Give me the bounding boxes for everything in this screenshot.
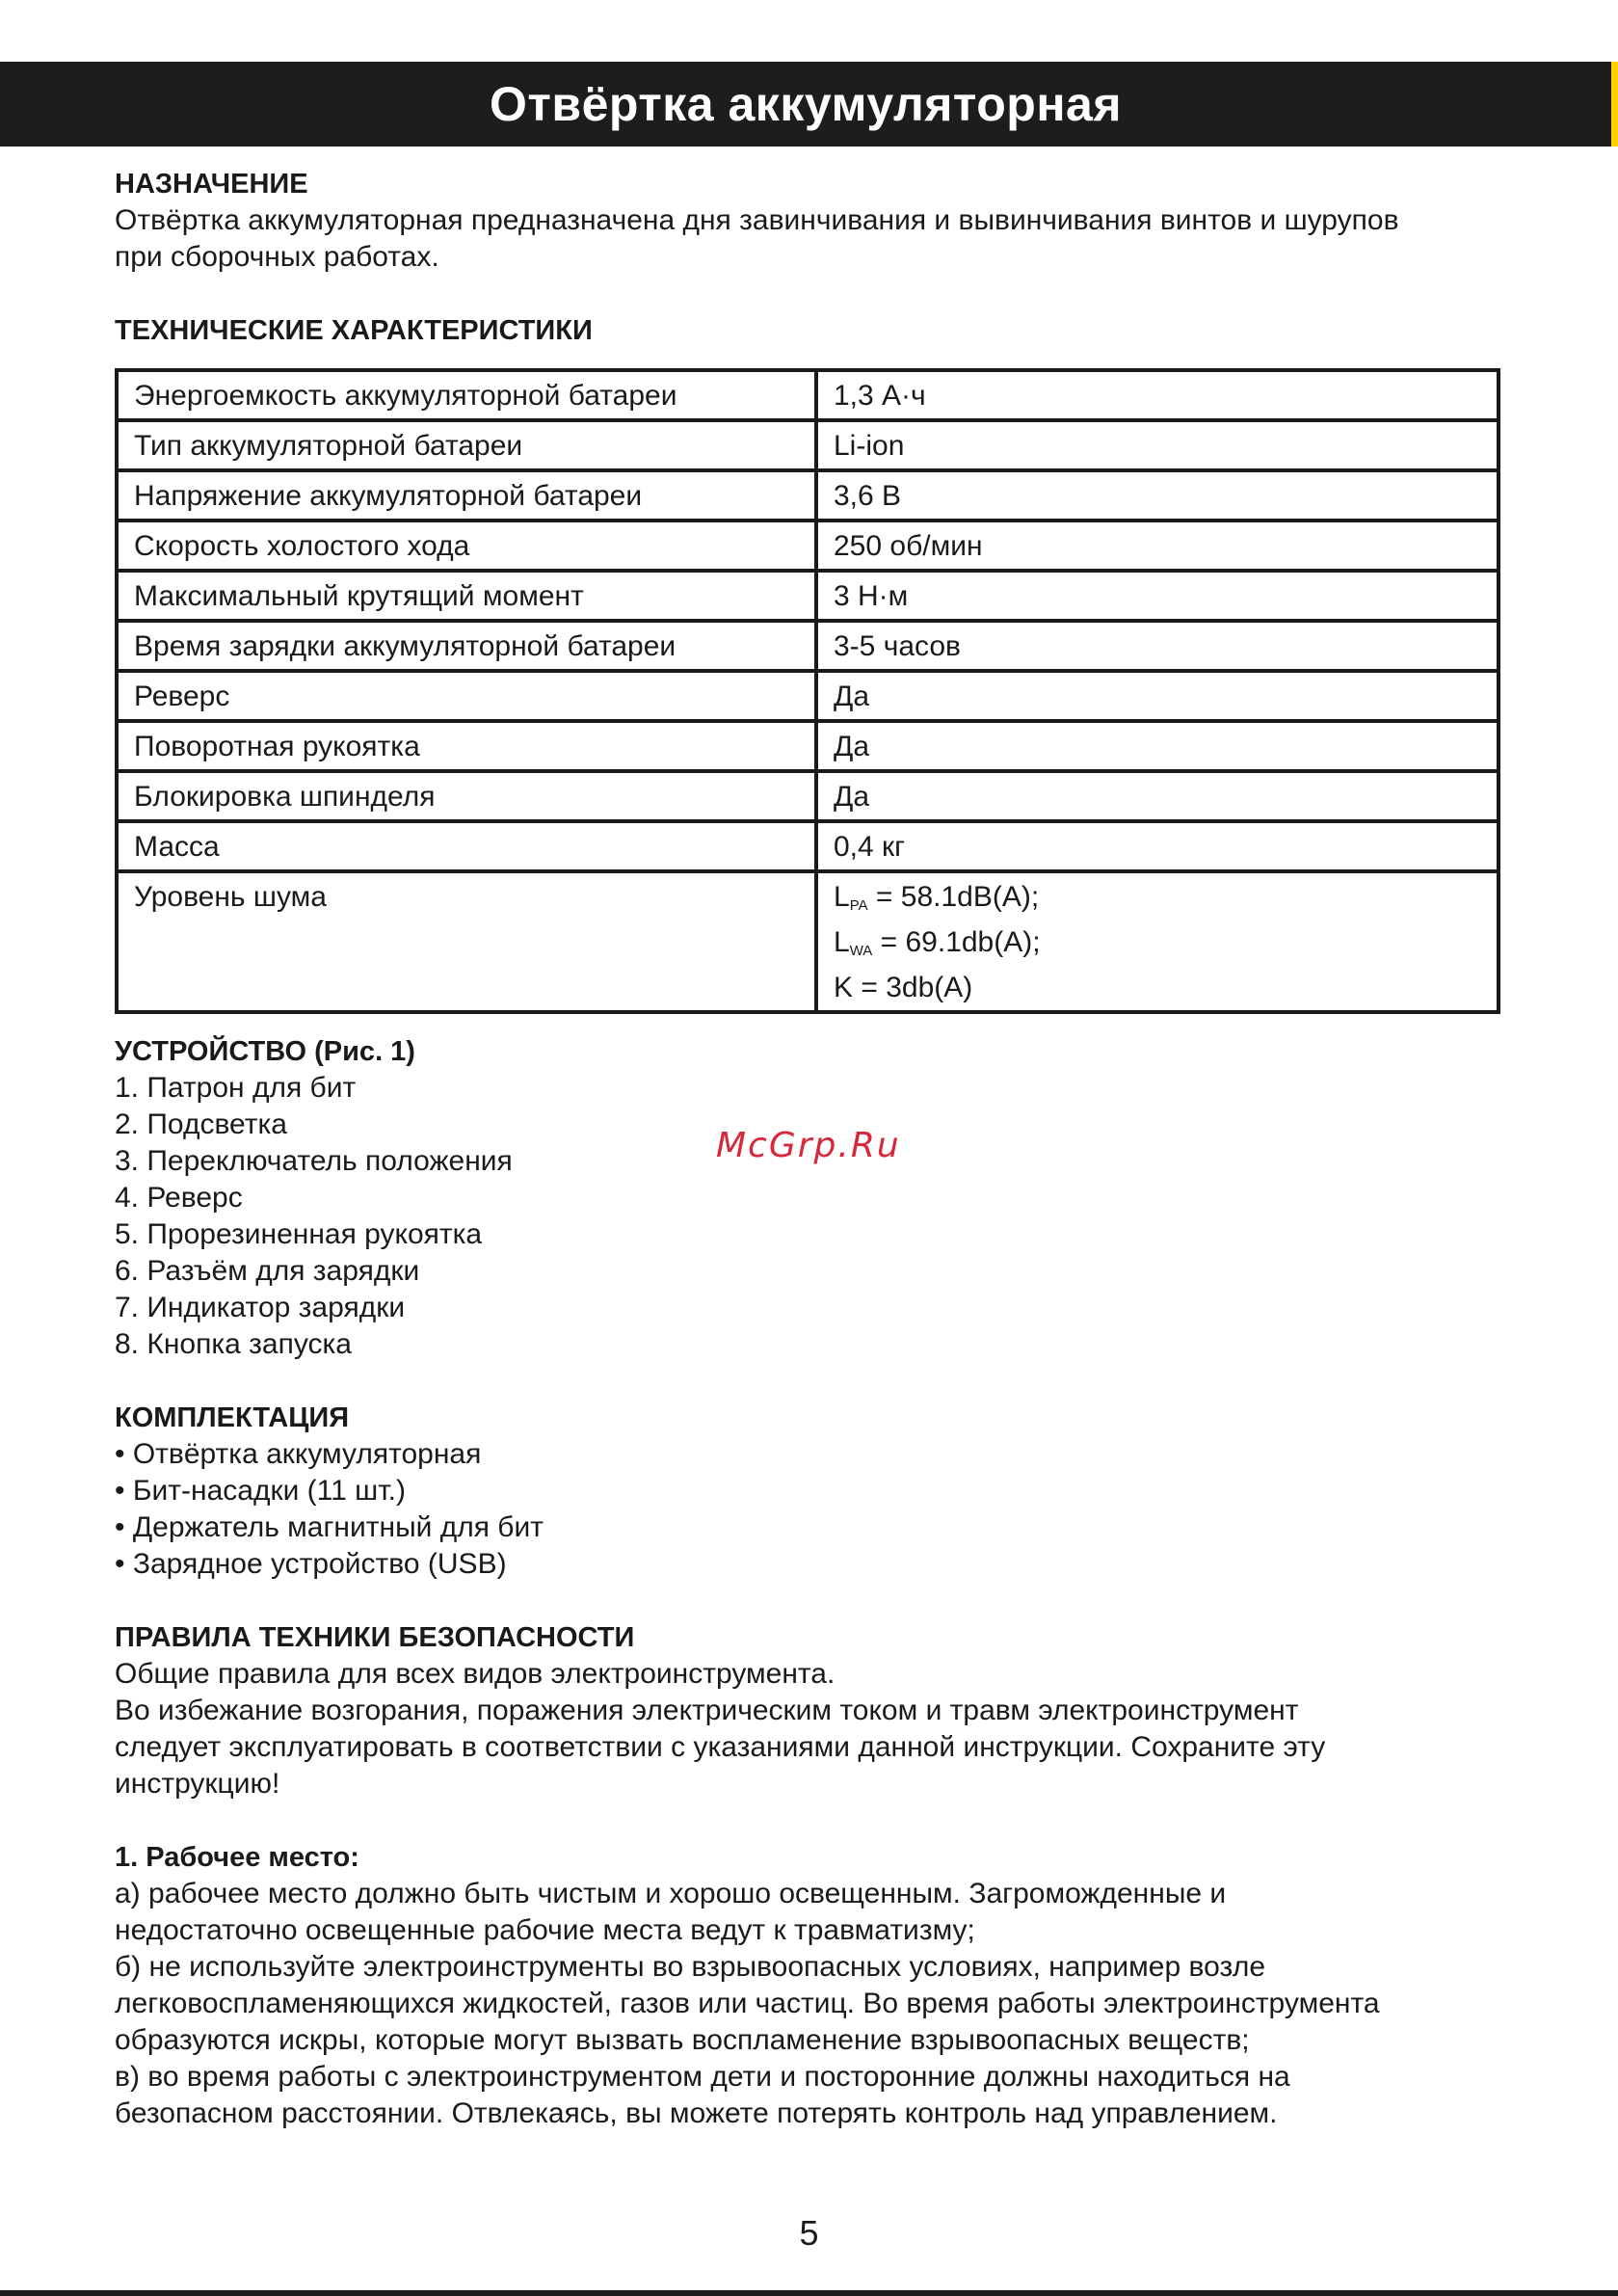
noise-k: K = 3db(A) bbox=[834, 972, 973, 1003]
kit-item: • Держатель магнитный для бит bbox=[115, 1511, 544, 1543]
spec-label: Масса bbox=[117, 821, 816, 871]
spec-value: 3,6 В bbox=[816, 470, 1499, 521]
spec-label: Блокировка шпинделя bbox=[117, 771, 816, 821]
workplace-line: безопасном расстоянии. Отвлекаясь, вы можете потерять контроль над управлением. bbox=[115, 2097, 1278, 2129]
safety-line: Общие правила для всех видов электроинструмента. bbox=[115, 1658, 836, 1690]
specs-row bbox=[117, 721, 1499, 771]
noise-lwa: $L_{WA} = 69.1db(A)$; bbox=[834, 926, 1041, 959]
specs-row bbox=[117, 521, 1499, 571]
device-item: 8. Кнопка запуска bbox=[115, 1328, 352, 1360]
page-title: Отвёртка аккумуляторная bbox=[489, 77, 1123, 131]
spec-value: Да bbox=[816, 771, 1499, 821]
spec-label: Энергоемкость аккумуляторной батареи bbox=[117, 370, 816, 420]
spec-label: Тип аккумуляторной батареи bbox=[117, 420, 816, 470]
safety-line: Во избежание возгорания, поражения электрическим током и травм электроинструмент bbox=[115, 1695, 1299, 1726]
safety-line: инструкцию! bbox=[115, 1768, 280, 1800]
title-bar bbox=[0, 62, 1618, 147]
spec-value-noise bbox=[816, 871, 1499, 1012]
specs-table bbox=[115, 368, 1500, 1014]
specs-row bbox=[117, 420, 1499, 470]
watermark: McGrp.Ru bbox=[716, 1126, 901, 1165]
kit-heading: КОМПЛЕКТАЦИЯ bbox=[115, 1402, 350, 1433]
device-item: 2. Подсветка bbox=[115, 1108, 287, 1140]
workplace-line: недостаточно освещенные рабочие места ведут к травматизму; bbox=[115, 1914, 975, 1946]
spec-value: 250 об/мин bbox=[816, 521, 1499, 571]
workplace-heading: 1. Рабочее место: bbox=[115, 1842, 359, 1873]
spec-label: Реверс bbox=[117, 671, 816, 721]
page-number: 5 bbox=[799, 2213, 819, 2253]
spec-label: Поворотная рукоятка bbox=[117, 721, 816, 771]
spec-label: Уровень шума bbox=[117, 871, 816, 1012]
kit-item: • Отвёртка аккумуляторная bbox=[115, 1438, 482, 1470]
spec-value: 0,4 кг bbox=[816, 821, 1499, 871]
specs-row bbox=[117, 571, 1499, 621]
spec-value: 3-5 часов bbox=[816, 621, 1499, 671]
workplace-line: б) не используйте электроинструменты во взрывоопасных условиях, например возле bbox=[115, 1951, 1266, 1983]
specs-row bbox=[117, 370, 1499, 420]
safety-heading: ПРАВИЛА ТЕХНИКИ БЕЗОПАСНОСТИ bbox=[115, 1622, 635, 1653]
workplace-line: а) рабочее место должно быть чистым и хорошо освещенным. Загроможденные и bbox=[115, 1878, 1227, 1909]
device-item: 7. Индикатор зарядки bbox=[115, 1292, 406, 1323]
specs-row bbox=[117, 821, 1499, 871]
bottom-divider bbox=[0, 2290, 1618, 2296]
spec-value: Li-ion bbox=[816, 420, 1499, 470]
device-item: 4. Реверс bbox=[115, 1182, 243, 1214]
purpose-line: Отвёртка аккумуляторная предназначена дня завинчивания и вывинчивания винтов и шурупов bbox=[115, 204, 1399, 236]
device-item: 3. Переключатель положения bbox=[115, 1145, 513, 1177]
device-item: 5. Прорезиненная рукоятка bbox=[115, 1218, 483, 1250]
specs-row bbox=[117, 671, 1499, 721]
specs-row bbox=[117, 621, 1499, 671]
spec-value: 1,3 А·ч bbox=[816, 370, 1499, 420]
spec-value: Да bbox=[816, 671, 1499, 721]
spec-label: Время зарядки аккумуляторной батареи bbox=[117, 621, 816, 671]
device-item: 6. Разъём для зарядки bbox=[115, 1255, 420, 1287]
spec-label: Максимальный крутящий момент bbox=[117, 571, 816, 621]
spec-value: Да bbox=[816, 721, 1499, 771]
spec-value: 3 Н·м bbox=[816, 571, 1499, 621]
workplace-line: в) во время работы с электроинструментом дети и посторонние должны находиться на bbox=[115, 2061, 1290, 2093]
workplace-line: образуются искры, которые могут вызвать воспламенение взрывоопасных веществ; bbox=[115, 2024, 1250, 2056]
spec-label: Напряжение аккумуляторной батареи bbox=[117, 470, 816, 521]
specs-row bbox=[117, 470, 1499, 521]
purpose-line: при сборочных работах. bbox=[115, 241, 439, 273]
kit-item: • Зарядное устройство (USB) bbox=[115, 1548, 507, 1580]
noise-lpa: $L_{PA} = 58.1dB(A)$; bbox=[834, 881, 1040, 914]
specs-heading: ТЕХНИЧЕСКИЕ ХАРАКТЕРИСТИКИ bbox=[115, 315, 593, 346]
safety-line: следует эксплуатировать в соответствии с указаниями данной инструкции. Сохраните эту bbox=[115, 1731, 1326, 1763]
workplace-line: легковоспламеняющихся жидкостей, газов или частиц. Во время работы электроинструмента bbox=[115, 1988, 1380, 2019]
kit-item: • Бит-насадки (11 шт.) bbox=[115, 1475, 406, 1507]
purpose-heading: НАЗНАЧЕНИЕ bbox=[115, 169, 308, 200]
specs-row bbox=[117, 771, 1499, 821]
specs-row-noise bbox=[117, 871, 1499, 1012]
device-item: 1. Патрон для бит bbox=[115, 1072, 357, 1104]
device-heading: УСТРОЙСТВО (Рис. 1) bbox=[115, 1036, 415, 1067]
spec-label: Скорость холостого хода bbox=[117, 521, 816, 571]
